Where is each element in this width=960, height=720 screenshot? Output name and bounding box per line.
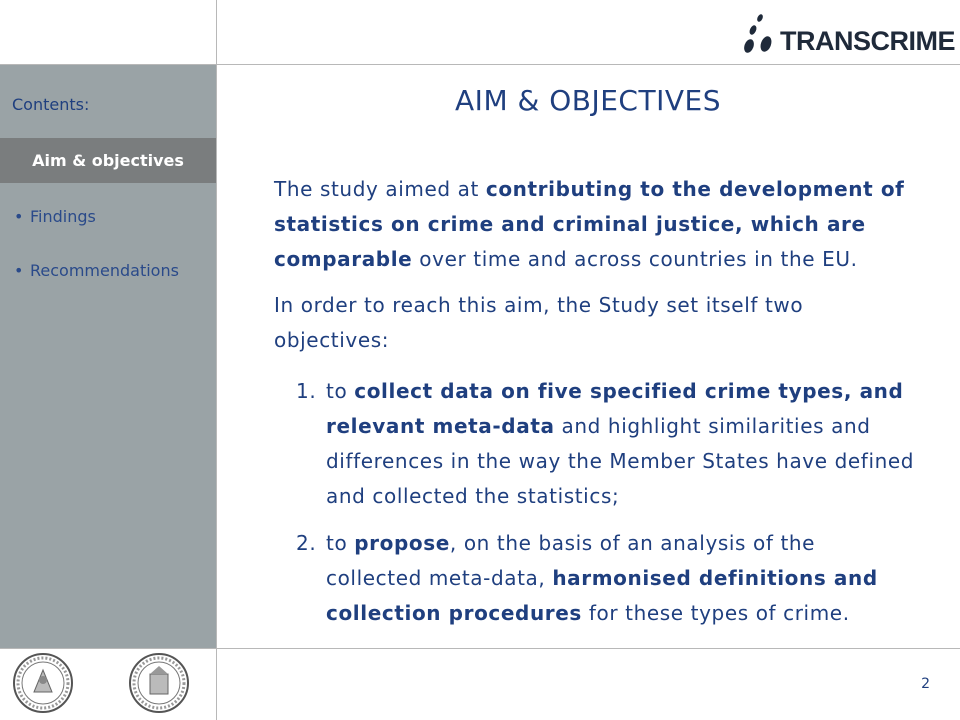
list-number: 2.	[296, 531, 317, 555]
sidebar-item-label: Findings	[30, 207, 96, 226]
sidebar-item-recommendations[interactable]	[14, 261, 179, 280]
text-run: and highlight similarities and differences in the way the Member States have defined and collected the statistics;	[326, 414, 915, 508]
sidebar-item-findings[interactable]	[14, 207, 96, 226]
bullet-icon: •	[14, 261, 24, 280]
text-run-bold: collect data on five specified crime types, and relevant meta-data	[326, 379, 904, 438]
contents-label: Contents:	[12, 95, 90, 114]
text-run: over time and across countries in the EU.	[412, 247, 858, 271]
text-run-bold: propose	[354, 531, 450, 555]
university-seal-icon	[12, 652, 74, 714]
objective-text	[326, 526, 916, 631]
transcrime-logo-icon	[744, 14, 778, 58]
objective-text	[326, 374, 916, 514]
bullet-icon: •	[14, 207, 24, 226]
text-run: to	[326, 531, 355, 555]
text-run: , on the basis of an analysis of the collected meta-data,	[326, 531, 816, 590]
sidebar-item-aim-objectives[interactable]: Aim & objectives	[0, 138, 216, 183]
footer-divider	[0, 648, 960, 649]
sidebar-item-label: Recommendations	[30, 261, 179, 280]
logo-text: TRANSCRIME	[780, 26, 955, 56]
objective-item	[296, 526, 916, 631]
transcrime-logo	[744, 14, 955, 58]
text-run: The study aimed at	[274, 177, 486, 201]
text-run: for these types of crime.	[581, 601, 850, 625]
text-run-bold: harmonised definitions and collection procedures	[326, 566, 878, 625]
sidebar	[0, 65, 216, 648]
text-run-bold: contributing to the development of statistics on crime and criminal justice, which are comparable	[274, 177, 905, 271]
page-number: 2	[921, 676, 930, 692]
paragraph-aim	[274, 172, 914, 277]
text-run: to	[326, 379, 355, 403]
page-title: AIM & OBJECTIVES	[455, 84, 721, 117]
list-number: 1.	[296, 379, 317, 403]
cattolica-seal-icon	[128, 652, 190, 714]
objective-item	[296, 374, 916, 514]
paragraph-objectives-intro: In order to reach this aim, the Study set itself two objectives:	[274, 293, 804, 352]
